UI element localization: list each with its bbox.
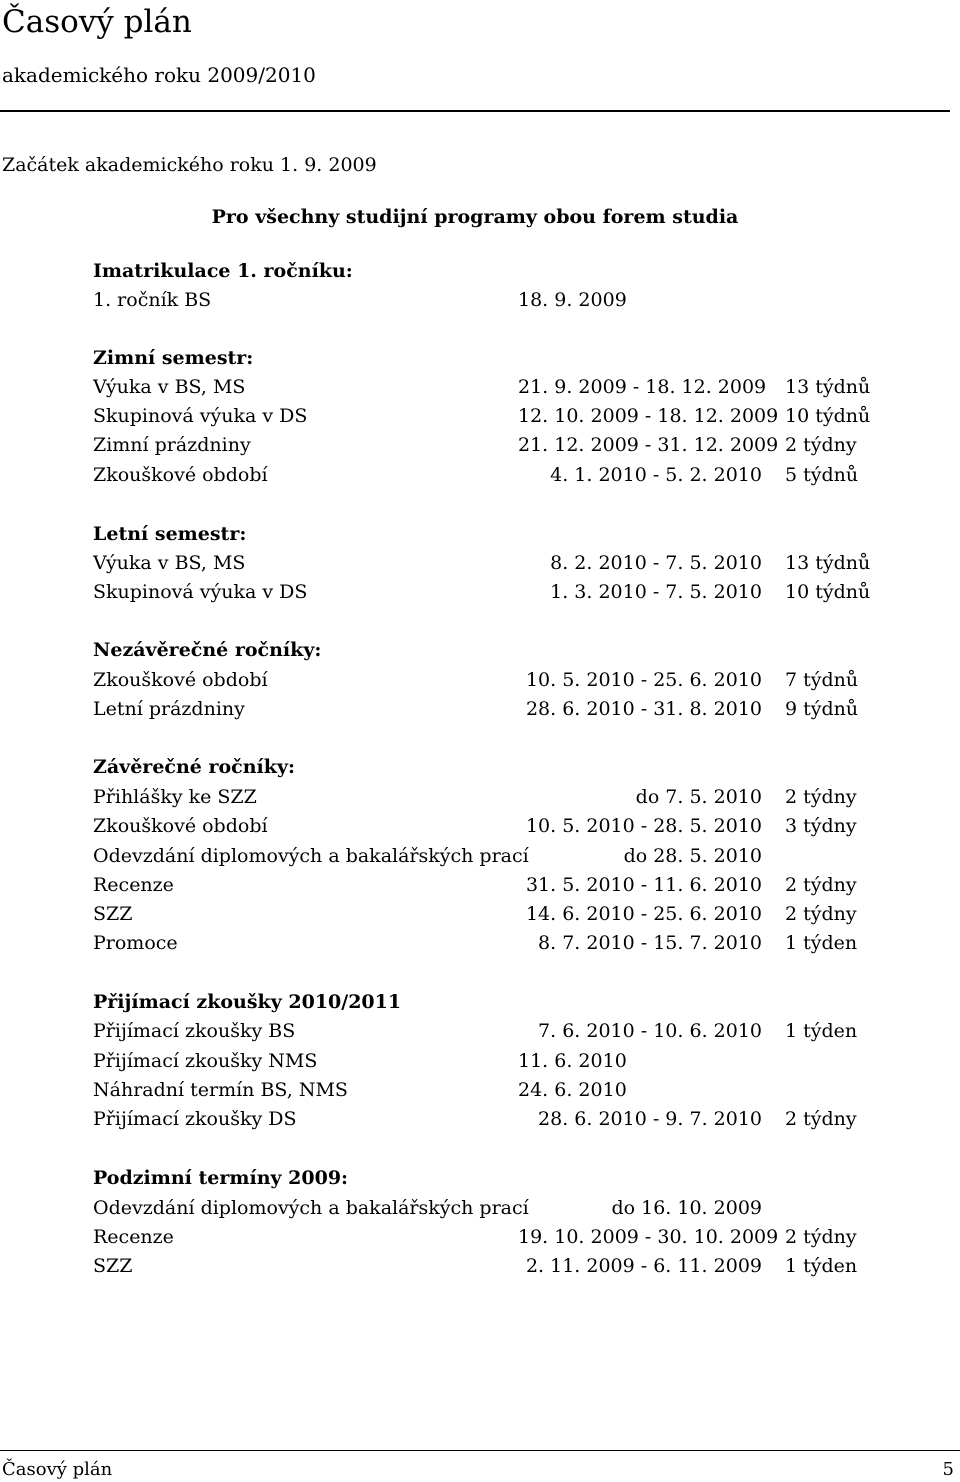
row-date: 21. 12. 2009 - 31. 12. 2009 (518, 434, 779, 456)
row-date: 19. 10. 2009 - 30. 10. 2009 (518, 1226, 779, 1248)
schedule-row (0, 1222, 960, 1252)
schedule-row (0, 1104, 960, 1134)
row-label: Letní prázdniny (93, 698, 245, 720)
row-label: Odevzdání diplomových a bakalářských prací (93, 845, 529, 867)
row-duration: 2 týdny (785, 786, 857, 808)
schedule-row (0, 665, 960, 695)
schedule-row (0, 1075, 960, 1105)
section-heading-podzimni: Podzimní termíny 2009: (93, 1167, 349, 1189)
row-label: Zkouškové období (93, 815, 268, 837)
row-date: 4. 1. 2010 - 5. 2. 2010 (550, 464, 762, 486)
row-duration: 2 týdny (785, 874, 857, 896)
page-subtitle: akademického roku 2009/2010 (2, 63, 316, 87)
row-duration: 13 týdnů (785, 552, 871, 574)
row-label: Skupinová výuka v DS (93, 405, 308, 427)
section-heading-zaverecne: Závěrečné ročníky: (93, 756, 295, 778)
row-duration: 5 týdnů (785, 464, 859, 486)
row-date: do 16. 10. 2009 (611, 1197, 762, 1219)
footer-title: Časový plán (2, 1459, 113, 1480)
row-duration: 1 týden (785, 932, 858, 954)
row-date: 28. 6. 2010 - 31. 8. 2010 (525, 698, 762, 720)
row-date: 8. 7. 2010 - 15. 7. 2010 (538, 932, 762, 954)
row-duration: 13 týdnů (785, 376, 871, 398)
schedule-row (0, 577, 960, 607)
row-label: Skupinová výuka v DS (93, 581, 308, 603)
row-date: 10. 5. 2010 - 28. 5. 2010 (525, 815, 762, 837)
row-label: Odevzdání diplomových a bakalářských prací (93, 1197, 529, 1219)
row-label: Přijímací zkoušky NMS (93, 1050, 318, 1072)
row-duration: 2 týdny (785, 903, 857, 925)
page-title: Časový plán (2, 4, 192, 40)
row-date: 12. 10. 2009 - 18. 12. 2009 (518, 405, 779, 427)
row-duration: 1 týden (785, 1255, 858, 1277)
row-date: 7. 6. 2010 - 10. 6. 2010 (538, 1020, 762, 1042)
row-duration: 2 týdny (785, 434, 857, 456)
schedule-row (0, 811, 960, 841)
schedule-row (0, 372, 960, 402)
schedule-row (0, 1046, 960, 1076)
schedule-row (0, 460, 960, 490)
row-label: Náhradní termín BS, NMS (93, 1079, 348, 1101)
section-heading-nezaverecne: Nezávěrečné ročníky: (93, 639, 322, 661)
page-number: 5 (942, 1459, 954, 1480)
footer-rule (0, 1450, 960, 1451)
section-heading-prijimaci: Přijímací zkoušky 2010/2011 (93, 991, 402, 1013)
schedule-row (0, 401, 960, 431)
row-label: 1. ročník BS (93, 289, 212, 311)
schedule-row (0, 1251, 960, 1281)
row-label: SZZ (93, 1255, 133, 1277)
row-date: 1. 3. 2010 - 7. 5. 2010 (550, 581, 762, 603)
row-duration: 10 týdnů (785, 581, 871, 603)
row-duration: 10 týdnů (785, 405, 871, 427)
row-date: 21. 9. 2009 - 18. 12. 2009 (518, 376, 767, 398)
row-label: Přihlášky ke SZZ (93, 786, 257, 808)
programs-heading: Pro všechny studijní programy obou forem studia (211, 206, 739, 228)
row-duration: 3 týdny (785, 815, 857, 837)
schedule-row (0, 1193, 960, 1223)
row-date: 14. 6. 2010 - 25. 6. 2010 (525, 903, 762, 925)
schedule-row (0, 782, 960, 812)
row-label: Výuka v BS, MS (93, 376, 246, 398)
row-date: 28. 6. 2010 - 9. 7. 2010 (538, 1108, 762, 1130)
schedule-row (0, 870, 960, 900)
row-date: 18. 9. 2009 (518, 289, 627, 311)
schedule-row (0, 1016, 960, 1046)
section-heading-letni-semestr: Letní semestr: (93, 523, 247, 545)
row-label: Promoce (93, 932, 178, 954)
row-date: 24. 6. 2010 (518, 1079, 627, 1101)
row-date: do 7. 5. 2010 (635, 786, 762, 808)
section-heading-zimni-semestr: Zimní semestr: (93, 347, 254, 369)
row-label: Zkouškové období (93, 669, 268, 691)
schedule-row (0, 694, 960, 724)
row-label: SZZ (93, 903, 133, 925)
schedule-row (0, 841, 960, 871)
row-duration: 9 týdnů (785, 698, 859, 720)
schedule-row (0, 548, 960, 578)
row-label: Přijímací zkoušky DS (93, 1108, 297, 1130)
schedule-row (0, 899, 960, 929)
row-date: 10. 5. 2010 - 25. 6. 2010 (525, 669, 762, 691)
row-label: Přijímací zkoušky BS (93, 1020, 296, 1042)
row-date: 31. 5. 2010 - 11. 6. 2010 (525, 874, 762, 896)
row-date: do 28. 5. 2010 (623, 845, 762, 867)
academic-year-start: Začátek akademického roku 1. 9. 2009 (2, 154, 377, 176)
row-duration: 7 týdnů (785, 669, 859, 691)
row-date: 11. 6. 2010 (518, 1050, 627, 1072)
row-duration: 2 týdny (785, 1108, 857, 1130)
row-label: Výuka v BS, MS (93, 552, 246, 574)
section-heading-imatrikulace: Imatrikulace 1. ročníku: (93, 260, 353, 282)
row-duration: 2 týdny (785, 1226, 857, 1248)
schedule-row (0, 928, 960, 958)
header-rule (0, 110, 950, 112)
row-date: 8. 2. 2010 - 7. 5. 2010 (550, 552, 762, 574)
row-label: Recenze (93, 874, 174, 896)
row-label: Zimní prázdniny (93, 434, 251, 456)
row-duration: 1 týden (785, 1020, 858, 1042)
row-date: 2. 11. 2009 - 6. 11. 2009 (525, 1255, 762, 1277)
schedule-row (0, 285, 960, 315)
row-label: Recenze (93, 1226, 174, 1248)
row-label: Zkouškové období (93, 464, 268, 486)
schedule-row (0, 430, 960, 460)
